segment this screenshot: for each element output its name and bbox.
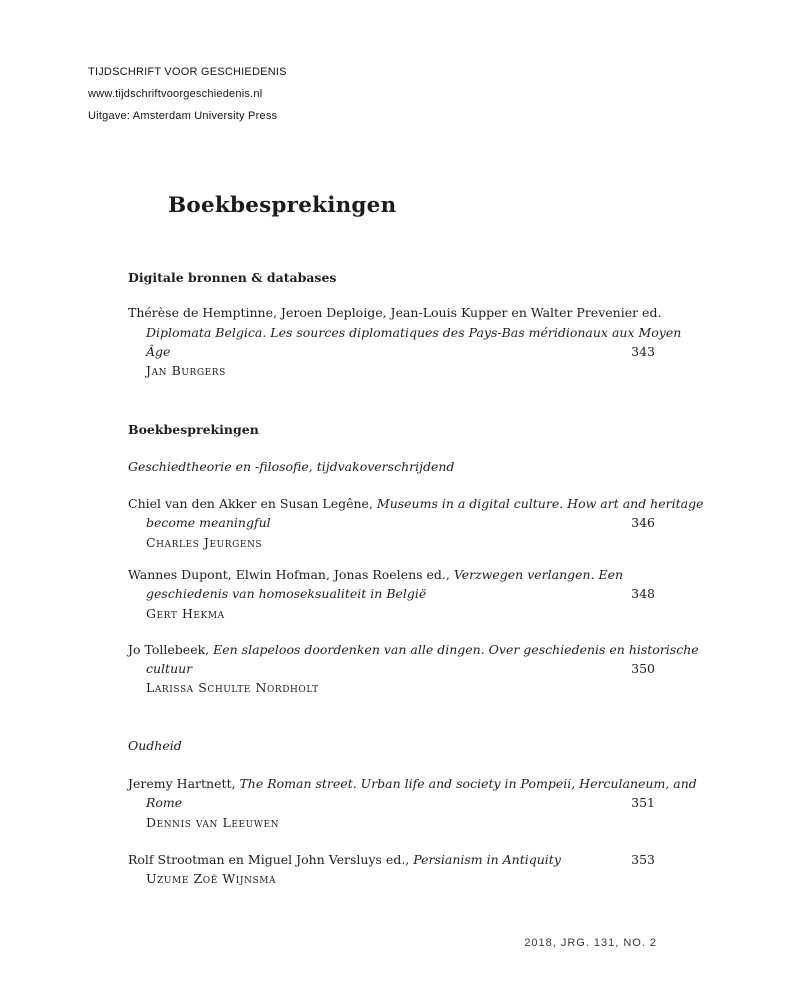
section-subheading-geschiedtheorie: Geschiedtheorie en -filosofie, tijdvakoverschrijdend — [128, 458, 455, 474]
toc-entry-slapeloos-doordenken — [128, 640, 699, 698]
book-title: geschiedenis van homoseksualiteit in België — [146, 586, 427, 602]
section-heading-boekbesprekingen: Boekbesprekingen — [128, 422, 259, 438]
entry-line — [128, 659, 655, 678]
table-of-contents — [128, 268, 704, 889]
toc-entry-diplomata-belgica — [128, 303, 682, 380]
author-names: Rolf Strootman en Miguel John Versluys ed., — [128, 851, 414, 867]
entry-line — [128, 303, 662, 322]
entry-line — [128, 774, 697, 793]
author-names: Jo Tollebeek, — [128, 641, 214, 657]
book-title: Verzwegen verlangen. Een — [453, 566, 624, 582]
book-title: Persianism in Antiquity — [413, 851, 561, 867]
entry-line — [128, 342, 655, 361]
entry-line — [128, 584, 655, 603]
page-number: 348 — [631, 586, 655, 602]
reviewer-name: Gert Hekma — [146, 605, 225, 621]
journal-website: www.tijdschriftvoorgeschiedenis.nl — [88, 88, 263, 100]
reviewer-name: Uzume Zoë Wijnsma — [146, 871, 277, 887]
book-title: Diplomata Belgica. Les sources diplomatiques des Pays-Bas méridionaux aux Moyen — [146, 324, 682, 340]
author-names: Wannes Dupont, Elwin Hofman, Jonas Roelens ed., — [128, 566, 454, 582]
toc-entry-persianism-antiquity — [128, 850, 655, 889]
page-number: 343 — [631, 343, 655, 359]
author-names: Chiel van den Akker en Susan Legêne, — [128, 496, 377, 512]
book-title: Een slapeloos doordenken van alle dingen. Over geschiedenis en historische — [213, 641, 699, 657]
entry-line — [128, 323, 682, 342]
entry-line — [128, 640, 699, 659]
entry-line — [128, 565, 655, 584]
entry-line — [128, 793, 655, 812]
page-number: 351 — [631, 795, 655, 811]
reviewer-name: Dennis van Leeuwen — [146, 814, 280, 830]
book-title: The Roman street. Urban life and society in Pompeii, Herculaneum, and — [239, 776, 697, 792]
book-title: Museums in a digital culture. How art and heritage — [376, 496, 704, 512]
masthead — [88, 61, 287, 127]
book-title: become meaningful — [146, 515, 271, 531]
journal-publisher: Uitgave: Amsterdam University Press — [88, 110, 278, 122]
toc-entry-roman-street — [128, 774, 697, 832]
entry-line — [128, 513, 655, 532]
journal-name: TIJDSCHRIFT VOOR GESCHIEDENIS — [88, 66, 287, 78]
page-number: 346 — [631, 515, 655, 531]
author-names: Jeremy Hartnett, — [128, 776, 240, 792]
book-title: Rome — [146, 795, 183, 811]
section-subheading-oudheid: Oudheid — [128, 737, 182, 753]
issue-info: 2018, JRG. 131, NO. 2 — [524, 937, 657, 949]
page-number: 350 — [631, 661, 655, 677]
entry-line — [128, 850, 655, 869]
entry-line — [128, 494, 704, 513]
book-title: Âge — [146, 343, 171, 359]
author-names: Thérèse de Hemptinne, Jeroen Deploige, Jean-Louis Kupper en Walter Prevenier ed. — [128, 305, 662, 321]
reviewer-name: Jan Burgers — [146, 363, 226, 379]
page-number: 353 — [631, 851, 655, 867]
reviewer-name: Larissa Schulte Nordholt — [146, 680, 319, 696]
book-title: cultuur — [146, 661, 193, 677]
section-heading-digitale-bronnen: Digitale bronnen & databases — [128, 270, 337, 285]
reviewer-name: Charles Jeurgens — [146, 534, 263, 550]
page-title: Boekbesprekingen — [168, 193, 397, 218]
toc-entry-verzwegen-verlangen — [128, 565, 655, 623]
toc-entry-museums-digital-culture — [128, 494, 704, 552]
